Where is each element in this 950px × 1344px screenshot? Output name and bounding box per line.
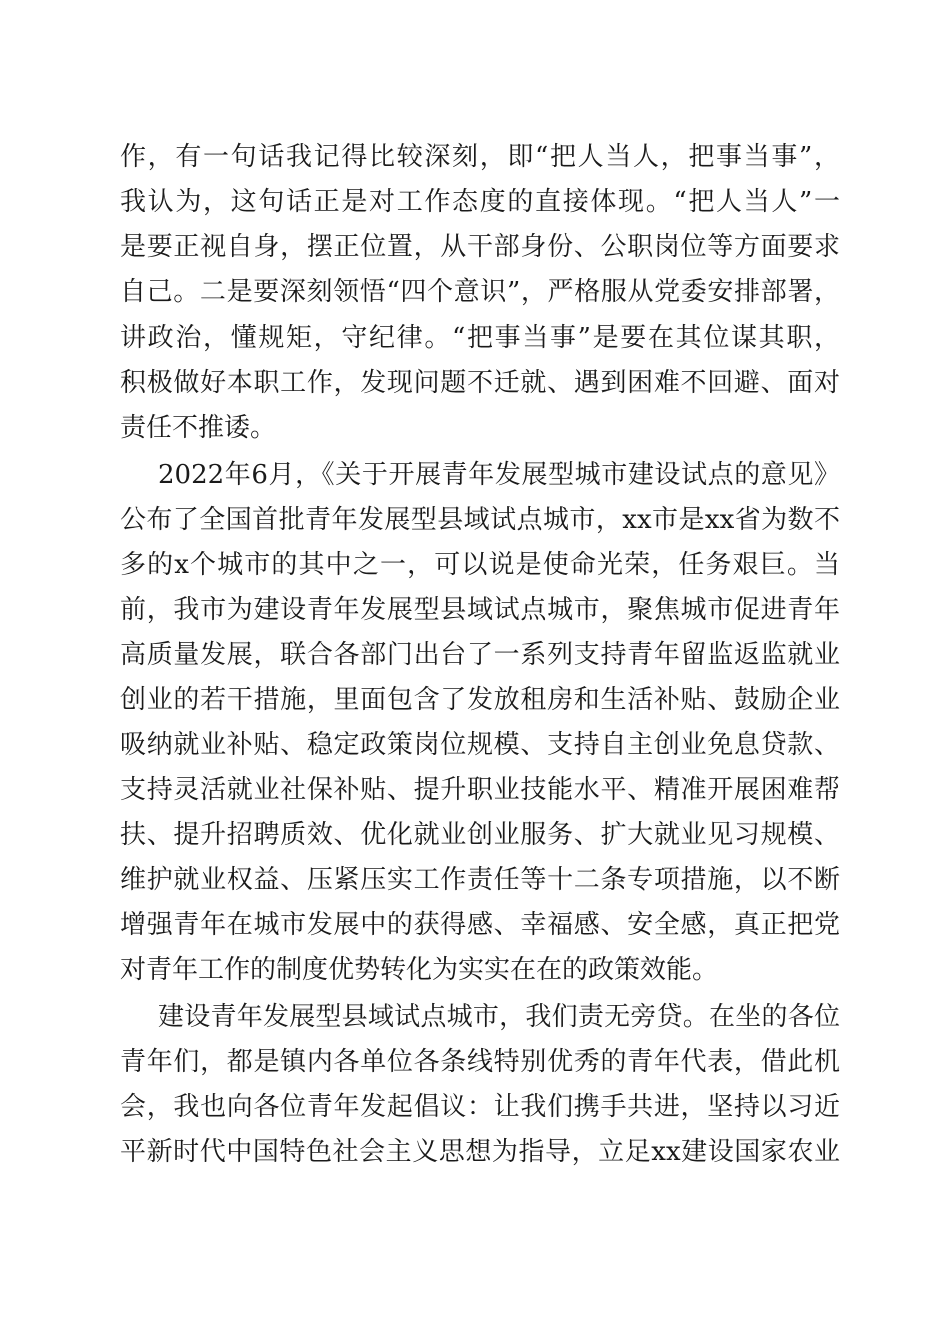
text-line: 增强青年在城市发展中的获得感、幸福感、安全感，真正把党 — [120, 910, 840, 940]
text-line: 多的x个城市的其中之一，可以说是使命光荣，任务艰巨。当 — [120, 550, 840, 580]
text-line: 公布了全国首批青年发展型县域试点城市，xx市是xx省为数不 — [120, 505, 840, 535]
text-line: 维护就业权益、压紧压实工作责任等十二条专项措施，以不断 — [120, 865, 840, 895]
paragraph-first-line: 建设青年发展型县域试点城市，我们责无旁贷。在坐的各位 — [158, 1002, 840, 1032]
text-line: 讲政治，懂规矩，守纪律。“把事当事”是要在其位谋其职， — [120, 323, 840, 353]
text-line: 是要正视自身，摆正位置，从干部身份、公职岗位等方面要求 — [120, 232, 840, 262]
text-line: 责任不推诿。 — [120, 413, 277, 443]
text-line: 高质量发展，联合各部门出台了一系列支持青年留监返监就业 — [120, 640, 840, 670]
text-line: 青年们，都是镇内各单位各条线特别优秀的青年代表，借此机 — [120, 1047, 840, 1077]
text-line: 我认为，这句话正是对工作态度的直接体现。“把人当人”一 — [120, 187, 840, 217]
text-line: 自己。二是要深刻领悟“四个意识”，严格服从党委安排部署， — [120, 277, 840, 307]
text-line: 扶、提升招聘质效、优化就业创业服务、扩大就业见习规模、 — [120, 820, 840, 850]
text-line: 积极做好本职工作，发现问题不迁就、遇到困难不回避、面对 — [120, 368, 840, 398]
text-line: 支持灵活就业社保补贴、提升职业技能水平、精准开展困难帮 — [120, 775, 840, 805]
paragraph-first-line: 2022年6月，《关于开展青年发展型城市建设试点的意见》 — [158, 460, 840, 490]
text-line: 创业的若干措施，里面包含了发放租房和生活补贴、鼓励企业 — [120, 685, 840, 715]
text-line: 会，我也向各位青年发起倡议：让我们携手共进，坚持以习近 — [120, 1092, 840, 1122]
text-line: 平新时代中国特色社会主义思想为指导，立足xx建设国家农业 — [120, 1137, 840, 1167]
text-line: 对青年工作的制度优势转化为实实在在的政策效能。 — [120, 955, 719, 985]
text-line: 吸纳就业补贴、稳定政策岗位规模、支持自主创业免息贷款、 — [120, 730, 840, 760]
text-line: 作，有一句话我记得比较深刻，即“把人当人，把事当事”， — [120, 142, 840, 172]
text-line: 前，我市为建设青年发展型县域试点城市，聚焦城市促进青年 — [120, 595, 840, 625]
